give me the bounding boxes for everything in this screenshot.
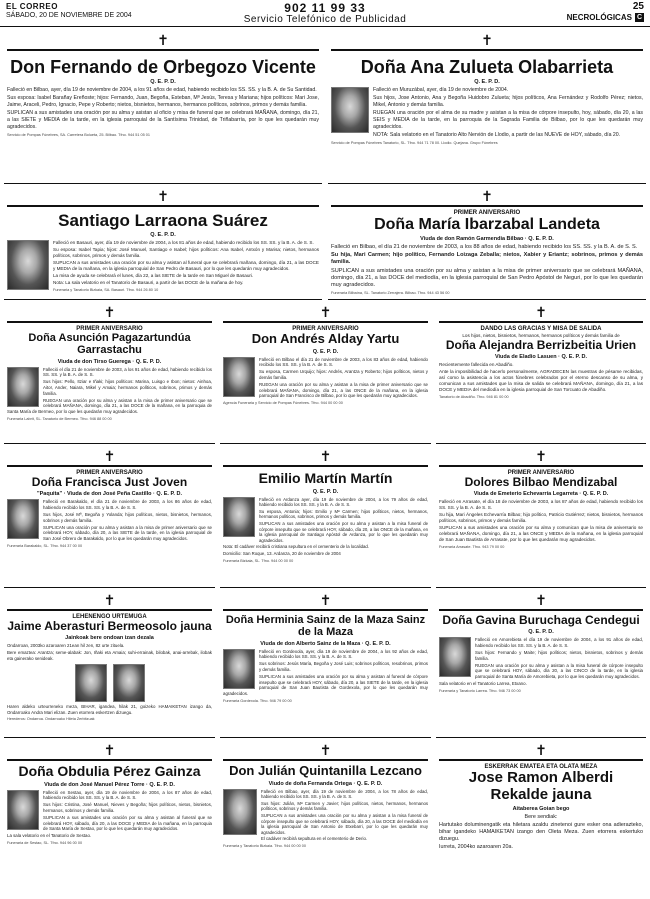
notice-text: Falleció en Arrasate, el día 18 de noviembre de 2003, a los 87 años de edad, habiendo recibido los SS. SS. y la B. A. de S. S. Su hija, Mari Ángeles Echevarría Bilbao; hijo político, Patricio Gutiérrez; nietos, bisnietos, hermanos políticos, sobrinos, primos y demás familia. SUPLICAN a sus amistades una oración por su alma y comunican que la misa de aniversario se celebrará MAÑANA, domingo, día 21, a las ONCE y MEDIA de la mañana, en la iglesia parroquial de San Juan Bautista de Arrasate, por lo que les quedarán muy agradecidos. [439, 499, 643, 543]
funeral-home: Funeraria Bilbaína, SL. Tanatorio Zerrajera. Bilbao. Tfno. 944 43 56 00 [331, 291, 450, 296]
funeral-home: Funeraria y Tanatorio Larrea. Tfno. 946 73 00 00 [439, 688, 521, 693]
cross-icon: ✝ [103, 743, 116, 759]
notice-subtitle: Q. E. P. D. [312, 348, 339, 355]
notice-subtitle: Viudo de doña Fernanda Ortega · Q. E. P. D. [268, 780, 383, 787]
obituary-notice [4, 742, 215, 894]
notice-text: Falleció en Basauri, ayer, día 19 de noviembre de 2004, a los 81 años de edad, habiendo recibido los SS. SS. y la B. A. de S. S. Su esposa: Isabel Tapia; hijos: José Manuel, Santiago e Isabel; hijos políticos: Ana Isabel, Antxón y Marisa; nietos, hermanos políticos, sobrinos, primos y demás familia. SUPLICAN a sus amistades una oración por su alma y asistan al funeral que se celebrará mañana, domingo, día 21, a las DOCE y MEDIA de la mañana, en la iglesia parroquial de San Pedro de Basauri, por lo que les quedarán muy agradecidos. La misa de ayuda se celebrará el lunes, día 22, a las SIETE de la tarde en San Miguel de Basauri. Nota: La sala velatorio en el Tanatorio de Basauri, a partir de las DOCE de la mañana de hoy. [53, 240, 319, 286]
notice-text: Falleció en Barakaldo, el día 21 de noviembre de 2003, a los 86 años de edad, habiendo recibido los SS. SS. y la B. A. de S. S. Sus hijos, José Mª, Begoña y Yolanda; hijos políticos, nietos, bisnietos, hermanos, sobrinos y demás familia. SUPLICAN una oración por su alma y asistan a la misa de primer aniversario que se celebrará HOY, sábado, día 20, a las SIETE de la tarde, en la iglesia parroquial de San José Obrero de Barakaldo, por lo que les quedarán muy agradecidos. [43, 499, 212, 542]
cross-icon: ✝ [535, 305, 547, 321]
portrait-photo [223, 497, 255, 537]
divider [223, 321, 428, 323]
obituary-notice [4, 448, 215, 588]
portrait-photo [7, 499, 39, 539]
portrait-photo [7, 240, 49, 290]
funeral-home: Servicio de Pompas Fúnebres Tanatorio, SL. Tfno. 944 71 78 00. Llodio. Quejana. Grupo Fúnebres [331, 141, 498, 146]
cross-icon: ✝ [319, 743, 332, 759]
obituary-notice [436, 742, 646, 894]
deceased-name: Doña Francisca Just Joven [31, 475, 188, 489]
portrait-photo [223, 649, 255, 689]
portrait-photo [7, 367, 39, 407]
divider [439, 759, 643, 761]
funeral-home: Herederos: Ondarroa. Ondarroako Hileta Zerbitzuak [7, 717, 95, 722]
notice-subtitle: Viuda de Emeterio Echevarría Legarreta · Q. E. P. D. [473, 491, 609, 498]
portrait-photo [75, 664, 107, 702]
notice-subtitle: Q. E. P. D. [150, 79, 176, 86]
notice-subtitle: Viuda de don Tirso Guerega · Q. E. P. D. [57, 358, 162, 365]
portrait-photo [223, 789, 257, 835]
notice-text: Falleció en Bilbao, el día 21 de noviembre de 2003, a los 88 años de edad, habiendo recibido los SS. SS. y la B. A. de S. S. Su hija, Mari Carmen; hijo político, Fernando Loizaga Zeballa; nietos, Xabier y Eriantz; sobrinos, primos y demás familia. SUPLICAN a sus amistades una oración por su alma y asistan a la misa de primer aniversario que se celebrará MAÑANA, domingo, día 21, a las DOCE del mediodía, en la iglesia parroquial de San Pedro Apóstol de Neguri, por lo que les quedarán muy agradecidos. [331, 243, 643, 288]
notice-subtitle: "Paquita" · Viuda de don José Peña Castillo · Q. E. P. D. [37, 491, 182, 498]
cross-icon: ✝ [319, 449, 332, 465]
cross-icon: ✝ [157, 189, 169, 205]
deceased-name: Jose Ramon Alberdi Rekalde jauna [468, 769, 614, 803]
obituary-notice [328, 188, 646, 300]
advertising-service: Servicio Telefónico de Publicidad [243, 14, 407, 25]
notice-text: Ondarroan, 2003ko azaroaren 21ean hil zen, 82 urte zituela. Bere emaztea: Arantza; seme-alabak: Jon, Iñaki eta Amaia; suhi-errainak, bilobak, anai-arrebak, ilobak eta gainerako senideak. [7, 643, 212, 662]
divider [439, 609, 643, 611]
notice-text: Bere sendiak: Hartutako doluminengatik eta hiletara azaldu zinetenoi gure esker ona adierazteko, bihar igandeko HAMAIKETAN izango den Oleta Meza. Zuen etorrera eskertuko dizuegu. Iurreta, 2004ko azaroaren 20a. [439, 813, 643, 850]
divider [7, 321, 212, 323]
issue-date: SÁBADO, 20 DE NOVIEMBRE DE 2004 [6, 12, 132, 19]
notice-subtitle: Q. E. P. D. [528, 629, 554, 636]
deceased-name: Doña Herminia Sainz de la Maza Sainz de la Maza [225, 614, 426, 639]
divider [7, 49, 319, 51]
divider [223, 759, 428, 761]
funeral-home: Funeraria Gordexola. Tfno. 946 79 00 00 [223, 699, 292, 703]
funeral-home: Funeraria Barakaldo, SL. Tfno. 944 37 00 00 [7, 544, 83, 549]
cross-icon: ✝ [319, 305, 332, 321]
deceased-name: Don Julián Quintanilla Lezcano [229, 763, 422, 778]
notice-subtitle: Q. E. P. D. [312, 488, 339, 495]
obituary-notice [4, 304, 215, 444]
notice-heading: PRIMER ANIVERSARIO [76, 326, 143, 332]
portrait-photo [113, 664, 145, 702]
notice-subtitle: Jainkoak bere ondoan izan dezala [65, 635, 154, 642]
divider [439, 465, 643, 467]
divider [331, 205, 643, 207]
deceased-name: Don Andrés Alday Yartu [251, 331, 400, 346]
cross-icon: ✝ [535, 449, 547, 465]
divider [439, 321, 643, 323]
notice-text: Falleció en Amorebieta el día 19 de noviembre de 2004, a los 91 años de edad, habiendo recibido los SS. SS. y la B. A. de S. S. Sus hijos: Fernando y Maite; hijos políticos; nietos, bisnietos, sobrinos y demás familia. RUEGAN una oración por su alma y asistan a la misa funeral de córpore insepulto que se celebrará HOY, sábado, día 20, a las CINCO de la tarde, en la iglesia parroquial de Santa María de Amorebieta, por lo que les quedarán muy agradecidos. Sala velatorio en el Tanatorio Larrea, Etxano. [439, 637, 643, 687]
notice-heading: DANDO LAS GRACIAS Y MISA DE SALIDA [480, 326, 602, 332]
deceased-name: Don Fernando de Orbegozo Vicente [10, 57, 316, 77]
notice-heading: PRIMER ANIVERSARIO [453, 210, 521, 216]
notice-text: Falleció en Bilbao el día 21 de noviembre de 2003, a los 83 años de edad, habiendo recibido los SS. SS. y la B. A. de S. S. Su esposa, Carmen Urquijo; hijos: Andrés, Arantza y Roberto; hijos políticos, nietos y demás familia. RUEGAN una oración por su alma y asistan a la misa de primer aniversario que se celebrará MAÑANA, domingo, día 21, a las ONCE de la mañana, en la iglesia parroquial de San Francisco de Bilbao, por lo que les quedarán muy agradecidos. [259, 356, 428, 399]
section-title [567, 13, 644, 22]
notice-text: Falleció en Bilbao, ayer, día 19 de noviembre de 2004, a los 78 años de edad, habiendo recibido los SS. SS. y la B. A. de S. S. Sus hijos: Julián, Mª Carmen y Javier; hijos políticos, nietos, hermanos, hermanos políticos, sobrinos y demás familia. SUPLICAN a sus amistades una oración por su alma y asistan a la misa funeral de córpore insepulto que se celebrará HOY, sábado, día 20, a las DOCE del mediodía en la iglesia parroquial de San Antonio de Etxebarri, por lo que les quedarán muy agradecidos. El cadáver recibirá sepultura en el cementerio de Derio. [261, 788, 428, 842]
divider [7, 205, 319, 207]
section-name: NECROLÓGICAS [566, 13, 632, 22]
obituary-notice [220, 742, 431, 894]
portrait-photo [439, 637, 471, 677]
cross-icon: ✝ [319, 593, 332, 609]
photo-row [7, 664, 212, 702]
notice-text: Falleció en Sestao, ayer, día 19 de noviembre de 2004, a los 87 años de edad, habiendo recibido los SS. SS. y la B. A. de S. S. Sus hijos: Cristina, José Manuel, Nieves y Begoña; hijos políticos, nietos, bisnietos, hermanos, sobrinos y demás familia. SUPLICAN a sus amistades una oración por su alma y asistan al funeral que se celebrará HOY, sábado, día 20, a las DOCE y MEDIA de la mañana, en la parroquia de Santa María de Sestao, por lo que les quedarán muy agradecidos. La sala velatorio en el Tanatorio de Sestao. [7, 789, 212, 839]
divider [223, 465, 428, 467]
deceased-name: Doña María Ibarzabal Landeta [374, 216, 600, 233]
deceased-name: Doña Gavina Buruchaga Cendegui [442, 613, 640, 627]
funeral-home: Funeraria Bizkaia, SL. Tfno. 944 00 00 00 [223, 558, 294, 563]
notice-heading: ESKERRAK EMATEA ETA OLATA MEZA [484, 764, 598, 770]
notice-heading: PRIMER ANIVERSARIO [507, 470, 575, 476]
obituary-notice [220, 448, 431, 588]
deceased-name: Doña Asunción Pagazartundúa Garrastachu [28, 332, 191, 357]
deceased-name: Emilio Martín Martín [258, 470, 393, 486]
newspaper-name: EL CORREO [6, 2, 58, 11]
funeral-home: Funeraria Labrit, SL. Tanatorio de Bermeo. Tfno. 946 88 00 00 [7, 417, 112, 421]
notice-text: Haren aldeko urteurreneko meza, BIHAR, igandea, hilak 21, goizeko HAMAIKETAN izango da, Ondarroako Andra Mari elizan. Zuen etorrera eskertzen dizuegu. [7, 703, 212, 715]
funeral-home: Agencia Funeraria y Servicio de Pompas Fúnebres. Tfno. 944 00 00 00 [223, 401, 343, 406]
funeral-home: Funeraria y Tanatorio Bizkaia, SA. Basauri. Tfno. 944 26 80 10 [53, 288, 159, 293]
funeral-home: Funeraria y Tanatorio Bizkaia. Tfno. 944 00 00 00 [223, 843, 307, 848]
divider [7, 759, 212, 761]
notice-subtitle: Aitaberea Goian bego [512, 805, 570, 812]
funeral-home: Tanatorio de Abadiño. Tfno. 946 81 00 00 [439, 395, 509, 400]
obituary-notice [4, 32, 322, 184]
notice-heading: PRIMER ANIVERSARIO [292, 326, 359, 332]
cross-icon: ✝ [103, 449, 116, 465]
advertising-phone: 902 11 99 33 [284, 1, 366, 15]
cross-icon: ✝ [103, 305, 116, 321]
funeral-home: Funeraria de Sestao, SL. Tfno. 944 96 00 00 [7, 841, 83, 846]
deceased-name: Doña Obdulia Pérez Gainza [18, 763, 201, 779]
notice-intro: Los hijos, nietos, bisnietos, hermanos, hermanos políticos y demás familia de [462, 333, 620, 338]
notice-text: Falleció el día 21 de noviembre de 2003, a los 91 años de edad, habiendo recibido los SS. SS. y la B. A. de S. S. Sus hijos: Pello, Itziar e Iñaki; hijos políticos: Marina, Luisgo e Ibon; nietos: Ainhoa, Aitor, Ander, Naiara, Mikel y Amaia; hermanos políticos, sobrinos, primos y demás familia. RUEGAN una oración por su alma y asistan a la misa de primer aniversario que se celebrará MAÑANA, domingo, día 21, a las DOCE de la mañana, en la parroquia de Santa María de Bermeo, por lo que les quedarán muy agradecidos. [7, 366, 212, 415]
obituary-notice [328, 32, 646, 184]
cross-icon: ✝ [535, 593, 547, 609]
deceased-name: Doña Ana Zulueta Olabarrieta [360, 57, 614, 77]
divider [7, 465, 212, 467]
notice-subtitle: Viuda de don Alberto Sainz de la Maza · Q. E. P. D. [260, 640, 391, 647]
notice-heading: LEHENENGO URTEMUGA [72, 614, 147, 620]
section-tag: C [636, 14, 642, 21]
notice-text: Falleció en Muruzábal, ayer, día 19 de noviembre de 2004. Sus hijos, Jose Antonio, Ana y Begoña Huidobro Zulueta; hijos políticos, Ana Fernández y Rodolfo Pérez; nietos, Mikel, Antonio y demás familia. RUEGAN una oración por el alma de su madre y asistan a la misa de córpore insepulto, hoy, sábado, día 20, a las SEIS y MEDIA de la tarde, en la parroquia de la Sagrada Familia de Bilbao, por lo que les quedarán muy agradecidos. NOTA: Sala velatorio en el Tanatorio Alto Nervión de Llodio, a partir de las NUEVE de HOY, sábado, día 20. [373, 87, 643, 139]
cross-icon: ✝ [535, 743, 547, 759]
notice-text: Falleció en Ardanza ayer, día 19 de noviembre de 2004, a los 79 años de edad, habiendo recibido los SS. SS. y la B. A. de S. S. Su esposa, Antonia; hijos: Emilio y Mª Carmen; hijos políticos, nietos, hermanos, hermanos políticos, sobrinos, primos y demás familia. SUPLICAN a sus amistades una oración por su alma y asistan a la misa funeral de córpore insepulto que se celebrará HOY, sábado, día 20, a las ONCE de la mañana, en la iglesia parroquial de Santiago Apóstol de Ardanza, por lo que les quedarán muy agradecidos. Nota: El cadáver recibirá cristiana sepultura en el cementerio de la localidad. Domicilio: San Roque, 13. Ardanza, 20 de noviembre de 2004 [223, 496, 428, 557]
obituary-notice [220, 304, 431, 444]
notice-subtitle: Viuda de Eladio Lasuen · Q. E. P. D. [494, 354, 588, 361]
deceased-name: Santiago Larraona Suárez [58, 211, 268, 230]
funeral-home: Funeraria Arrasate. Tfno. 943 79 00 00 [439, 545, 505, 550]
portrait-photo [7, 790, 39, 830]
cross-icon: ✝ [103, 593, 116, 609]
divider [331, 49, 643, 51]
page-header [0, 0, 650, 27]
cross-icon: ✝ [157, 33, 169, 49]
portrait-photo [223, 357, 255, 397]
notice-text: Recientemente fallecida en Abadiño. Ante la imposibilidad de hacerlo personalmente, AGRADECEN las muestras de pésame recibidas, así como la asistencia a los actos fúnebres celebrados por el eterno descanso de su alma, y comunican a sus amistades que la misa de salida se celebrará MAÑANA, domingo, día 21, a las DOCE y MEDIA del mediodía en la iglesia parroquial de San Torcuato de Abadiño. [439, 362, 643, 393]
obituary-notice [436, 448, 646, 588]
obituary-notice [436, 304, 646, 444]
notice-subtitle: Q. E. P. D. [150, 232, 176, 239]
obituary-notice [4, 592, 215, 738]
divider [7, 609, 212, 611]
page-number: 25 [632, 1, 644, 12]
obituary-notice [4, 188, 322, 300]
notice-heading: PRIMER ANIVERSARIO [76, 470, 143, 476]
divider [223, 609, 428, 611]
deceased-name: Jaime Aberasturi Bermeosolo jauna [7, 619, 212, 633]
notice-text: Falleció en Gordexola, ayer, día 19 de noviembre de 2004, a los 92 años de edad, habiendo recibido los SS. SS. y la B. A. de S. S. Sus sobrinos: Jesús María, Begoña y José Luis; sobrinos políticos, resobrinos, primos y demás familia. SUPLICAN a sus amistades una oración por su alma y asistan al funeral de córpore insepulto que se celebrará HOY, sábado, día 20, a las SIETE de la tarde, en la iglesia parroquial de San Juan Bautista de Gordexola, por lo que les quedarán muy agradecidos. [223, 648, 428, 697]
cross-icon: ✝ [481, 189, 493, 205]
deceased-name: Dolores Bilbao Mendizabal [464, 475, 618, 489]
notice-subtitle: Viuda de don José Manuel Pérez Torre · Q. E. P. D. [44, 781, 175, 788]
cross-icon: ✝ [481, 33, 493, 49]
obituary-notice [220, 592, 431, 738]
portrait-photo [331, 87, 369, 133]
notice-subtitle: Viuda de don Ramón Garmendia Bilbao · Q. E. P. D. [420, 235, 554, 242]
notice-subtitle: Q. E. P. D. [474, 79, 500, 86]
funeral-home: Servicio de Pompas Fúnebres, SA. Carretera Bolueta, 25. Bilbao. Tfno. 944 51 05 01 [7, 133, 151, 138]
obituary-notice [436, 592, 646, 738]
notice-text: Falleció en Bilbao, ayer, día 19 de noviembre de 2004, a los 91 años de edad, habiendo recibido los SS. SS. y la B. A. de Su Santidad. Sus esposa: Isabel Barañay Ereñoste; hijos: Fernando, Juan, Begoña, Esteban, Mª Jesús, Teresa y Mariana; hijos políticos: Mari Jose, Jaime, Araceli, Pedro, Ignacio, Pepe y Roberto; nietos, bisnietos, hermanos, hermanos políticos, sobrinos, primos y demás familia. SUPLICAN a sus amistades una oración por su alma y asistan al oficio y misa de funeral que se celebrará MAÑANA, domingo, día 21, a las SIETE y MEDIA de la tarde, en la iglesia parroquial de la Santísima Trinidad, de Triñabarría, por lo que les quedarán muy agradecidos. [7, 87, 319, 131]
deceased-name: Doña Alejandra Berrizbeitia Urien [445, 338, 637, 352]
